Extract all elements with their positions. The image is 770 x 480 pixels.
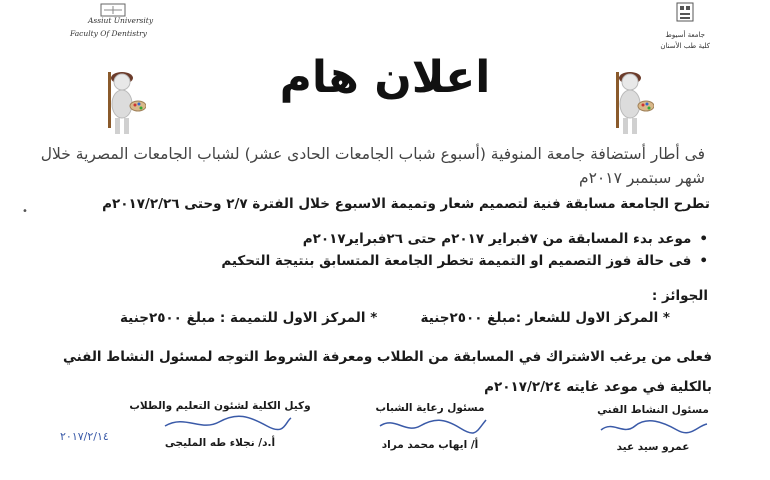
signature-title: مسئول رعاية الشباب bbox=[375, 402, 485, 414]
prizes-label: الجوائز : bbox=[651, 288, 708, 304]
competition-lead: تطرح الجامعة مسابقة فنية لتصميم شعار وتميمة الاسبوع خلال الفترة ٢/٧ وحتى ٢٠١٧/٢/٢٦م bbox=[102, 196, 710, 212]
signature-date: ٢٠١٧/٢/١٤ bbox=[60, 430, 109, 443]
signature-block-vice-dean bbox=[115, 400, 325, 449]
handwritten-signature bbox=[370, 414, 490, 436]
scan-mark: • bbox=[22, 206, 28, 217]
details-list bbox=[40, 228, 708, 272]
signatory-name: أ.د/ نجلاء طه المليجى bbox=[164, 437, 276, 449]
signature-block-activity bbox=[588, 404, 718, 453]
english-header bbox=[70, 14, 153, 40]
intro-paragraph: فى أطار أستضافة جامعة المنوفية (أسبوع شباب الجامعات الحادى عشر) لشباب الجامعات المصرية خلال شهر سبتمبر ٢٠١٧م bbox=[40, 145, 705, 187]
list-item: • موعد بدء المسابقة من ٧فبراير ٢٠١٧م حتى ٢٦فبراير٢٠١٧م bbox=[40, 228, 708, 250]
mascot-prize: * المركز الاول للتميمة : مبلغ ٢٥٠٠جنية bbox=[120, 310, 378, 326]
signatory-name: أ/ ايهاب محمد مراد bbox=[381, 439, 479, 451]
faculty-name-en: Faculty Of Dentistry bbox=[70, 29, 147, 38]
university-name-en: Assiut University bbox=[88, 16, 154, 25]
faculty-dentistry-logo-icon bbox=[676, 2, 694, 26]
signature-block-youth bbox=[365, 402, 495, 451]
announcement-title: اعلان هام bbox=[279, 52, 491, 103]
handwritten-signature bbox=[145, 412, 295, 434]
university-name-ar: جامعة أسيوط bbox=[665, 31, 705, 39]
handwritten-signature bbox=[593, 416, 713, 438]
faculty-name-ar: كلية طب الأسنان bbox=[660, 42, 710, 50]
logo-prize: * المركز الاول للشعار :مبلغ ٢٥٠٠جنية bbox=[420, 310, 670, 326]
closing-note: فعلى من يرغب الاشتراك في المسابقة من الطلاب ومعرفة الشروط التوجه لمسئول النشاط الفني بالكلية في موعد غايته ٢٠١٧/٢/٢٤م bbox=[62, 349, 712, 395]
signature-title: مسئول النشاط الفني bbox=[597, 404, 709, 416]
signature-title: وكيل الكلية لشئون التعليم والطلاب bbox=[129, 400, 311, 412]
signatory-name: عمرو سيد عيد bbox=[616, 441, 690, 453]
list-item: • فى حالة فوز التصميم او التميمة تخطر الجامعة المتسابق بنتيجة التحكيم bbox=[40, 250, 708, 272]
arabic-header bbox=[660, 30, 710, 52]
